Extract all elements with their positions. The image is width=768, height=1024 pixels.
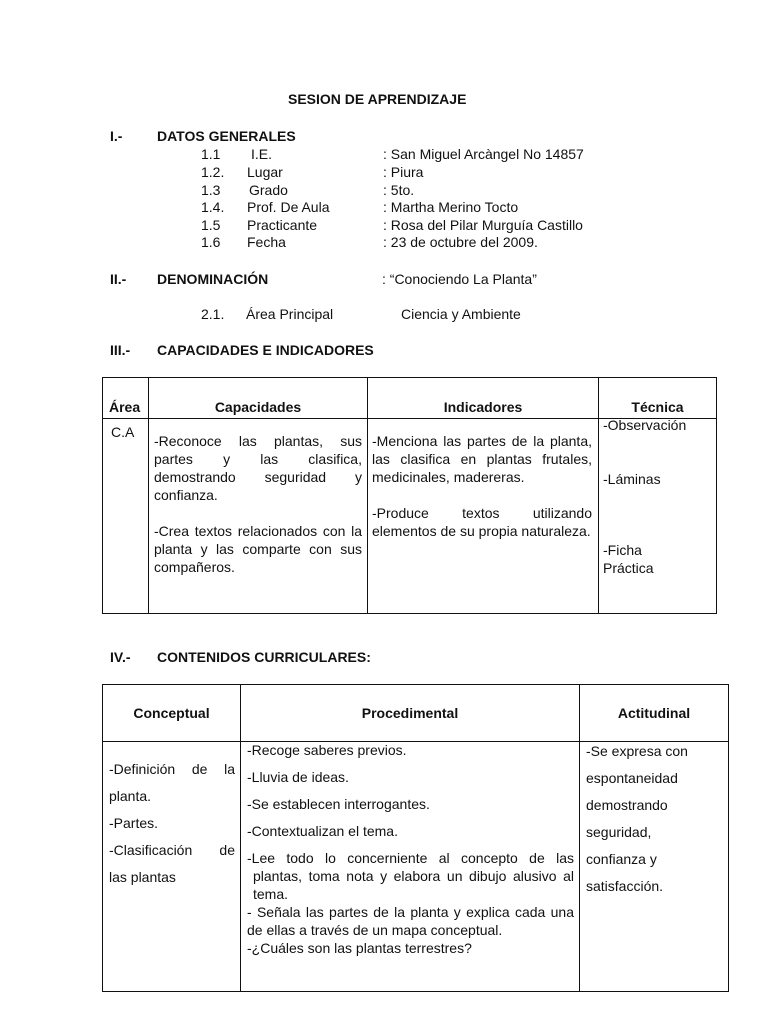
conceptual-line: planta. bbox=[109, 788, 152, 804]
dato-num: 1.4. bbox=[201, 199, 225, 215]
dato-num: 1.3 bbox=[201, 182, 221, 198]
dato-label: Practicante bbox=[247, 217, 318, 233]
contenidos-table bbox=[102, 684, 729, 992]
indicadores-cell bbox=[368, 419, 599, 614]
dato-label: Grado bbox=[249, 182, 288, 198]
area-principal-num: 2.1. bbox=[201, 306, 225, 322]
indicador-item: -Menciona las partes de la planta, las clasifica en plantas frutales, medicinales, madereras. bbox=[372, 433, 592, 485]
dato-num: 1.5 bbox=[201, 217, 221, 233]
section-1-title: DATOS GENERALES bbox=[157, 128, 296, 144]
header-indicadores: Indicadores bbox=[368, 378, 599, 419]
tecnica-item: -Ficha Práctica bbox=[603, 542, 654, 576]
area-principal-value: Ciencia y Ambiente bbox=[401, 306, 521, 322]
header-area: Área bbox=[103, 378, 149, 419]
procedimental-item: -Lee todo lo concerniente al concepto de las plantas, toma nota y elabora un dibujo alusivo al tema. bbox=[247, 850, 574, 902]
header-tecnica: Técnica bbox=[599, 378, 717, 419]
document-title: SESION DE APRENDIZAJE bbox=[288, 91, 467, 107]
section-2-title: DENOMINACIÓN bbox=[157, 271, 269, 287]
actitudinal-line: satisfacción. bbox=[586, 878, 664, 894]
actitudinal-line: -Se expresa con bbox=[586, 743, 688, 759]
denominacion-value: : “Conociendo La Planta” bbox=[382, 271, 537, 287]
procedimental-item: -Lluvia de ideas. bbox=[247, 769, 349, 785]
dato-num: 1.1 bbox=[201, 146, 221, 162]
procedimental-item: -¿Cuáles son las plantas terrestres? bbox=[247, 940, 472, 956]
capacidad-item: -Reconoce las plantas, sus partes y las clasifica, demostrando seguridad y confianza. bbox=[154, 433, 362, 503]
procedimental-item: -Recoge saberes previos. bbox=[247, 742, 407, 758]
tecnica-cell bbox=[599, 419, 717, 614]
area-principal-label: Área Principal bbox=[246, 306, 334, 322]
conceptual-cell bbox=[103, 742, 241, 992]
actitudinal-line: seguridad, bbox=[586, 824, 652, 840]
dato-label: Fecha bbox=[247, 234, 286, 250]
section-1-number: I.- bbox=[110, 128, 123, 144]
dato-value: : Piura bbox=[383, 164, 424, 180]
header-conceptual: Conceptual bbox=[103, 685, 241, 742]
tecnica-item: -Láminas bbox=[603, 471, 661, 487]
procedimental-cell bbox=[241, 742, 580, 992]
dato-label: I.E. bbox=[251, 146, 273, 162]
capacidades-table bbox=[102, 377, 717, 614]
dato-num: 1.6 bbox=[201, 234, 221, 250]
dato-value: : San Miguel Arcàngel No 14857 bbox=[383, 146, 584, 162]
area-cell bbox=[103, 419, 149, 614]
capacidad-item: -Crea textos relacionados con la planta y las comparte con sus compañeros. bbox=[154, 523, 362, 575]
section-4-title: CONTENIDOS CURRICULARES: bbox=[157, 649, 371, 665]
header-procedimental: Procedimental bbox=[241, 685, 580, 742]
area-value: C.A bbox=[111, 424, 135, 440]
actitudinal-line: espontaneidad bbox=[586, 770, 678, 786]
dato-value: : Martha Merino Tocto bbox=[383, 199, 519, 215]
tecnica-item: -Observación bbox=[603, 417, 687, 433]
procedimental-item: - Señala las partes de la planta y explica cada una de ellas a través de un mapa conceptual. bbox=[247, 904, 574, 938]
dato-value: : 5to. bbox=[383, 182, 415, 198]
header-actitudinal: Actitudinal bbox=[580, 685, 729, 742]
section-3-title: CAPACIDADES E INDICADORES bbox=[157, 342, 374, 358]
header-capacidades: Capacidades bbox=[149, 378, 368, 419]
actitudinal-cell bbox=[580, 742, 729, 992]
capacidades-cell bbox=[149, 419, 368, 614]
section-4-number: IV.- bbox=[110, 649, 131, 665]
procedimental-item: -Se establecen interrogantes. bbox=[247, 796, 430, 812]
conceptual-line: las plantas bbox=[109, 869, 176, 885]
actitudinal-line: demostrando bbox=[586, 797, 668, 813]
indicador-item: -Produce textos utilizando elementos de su propia naturaleza. bbox=[372, 505, 592, 539]
dato-num: 1.2. bbox=[201, 164, 225, 180]
section-3-number: III.- bbox=[110, 342, 131, 358]
dato-label: Prof. De Aula bbox=[247, 199, 330, 215]
conceptual-line: -Partes. bbox=[109, 815, 159, 831]
dato-value: : Rosa del Pilar Murguía Castillo bbox=[383, 217, 583, 233]
dato-value: : 23 de octubre del 2009. bbox=[383, 234, 538, 250]
conceptual-line: -Definición de la bbox=[109, 761, 235, 777]
section-2-number: II.- bbox=[110, 271, 127, 287]
actitudinal-line: confianza y bbox=[586, 851, 657, 867]
conceptual-line: -Clasificación de bbox=[109, 842, 235, 858]
dato-label: Lugar bbox=[247, 164, 283, 180]
procedimental-item: -Contextualizan el tema. bbox=[247, 823, 398, 839]
